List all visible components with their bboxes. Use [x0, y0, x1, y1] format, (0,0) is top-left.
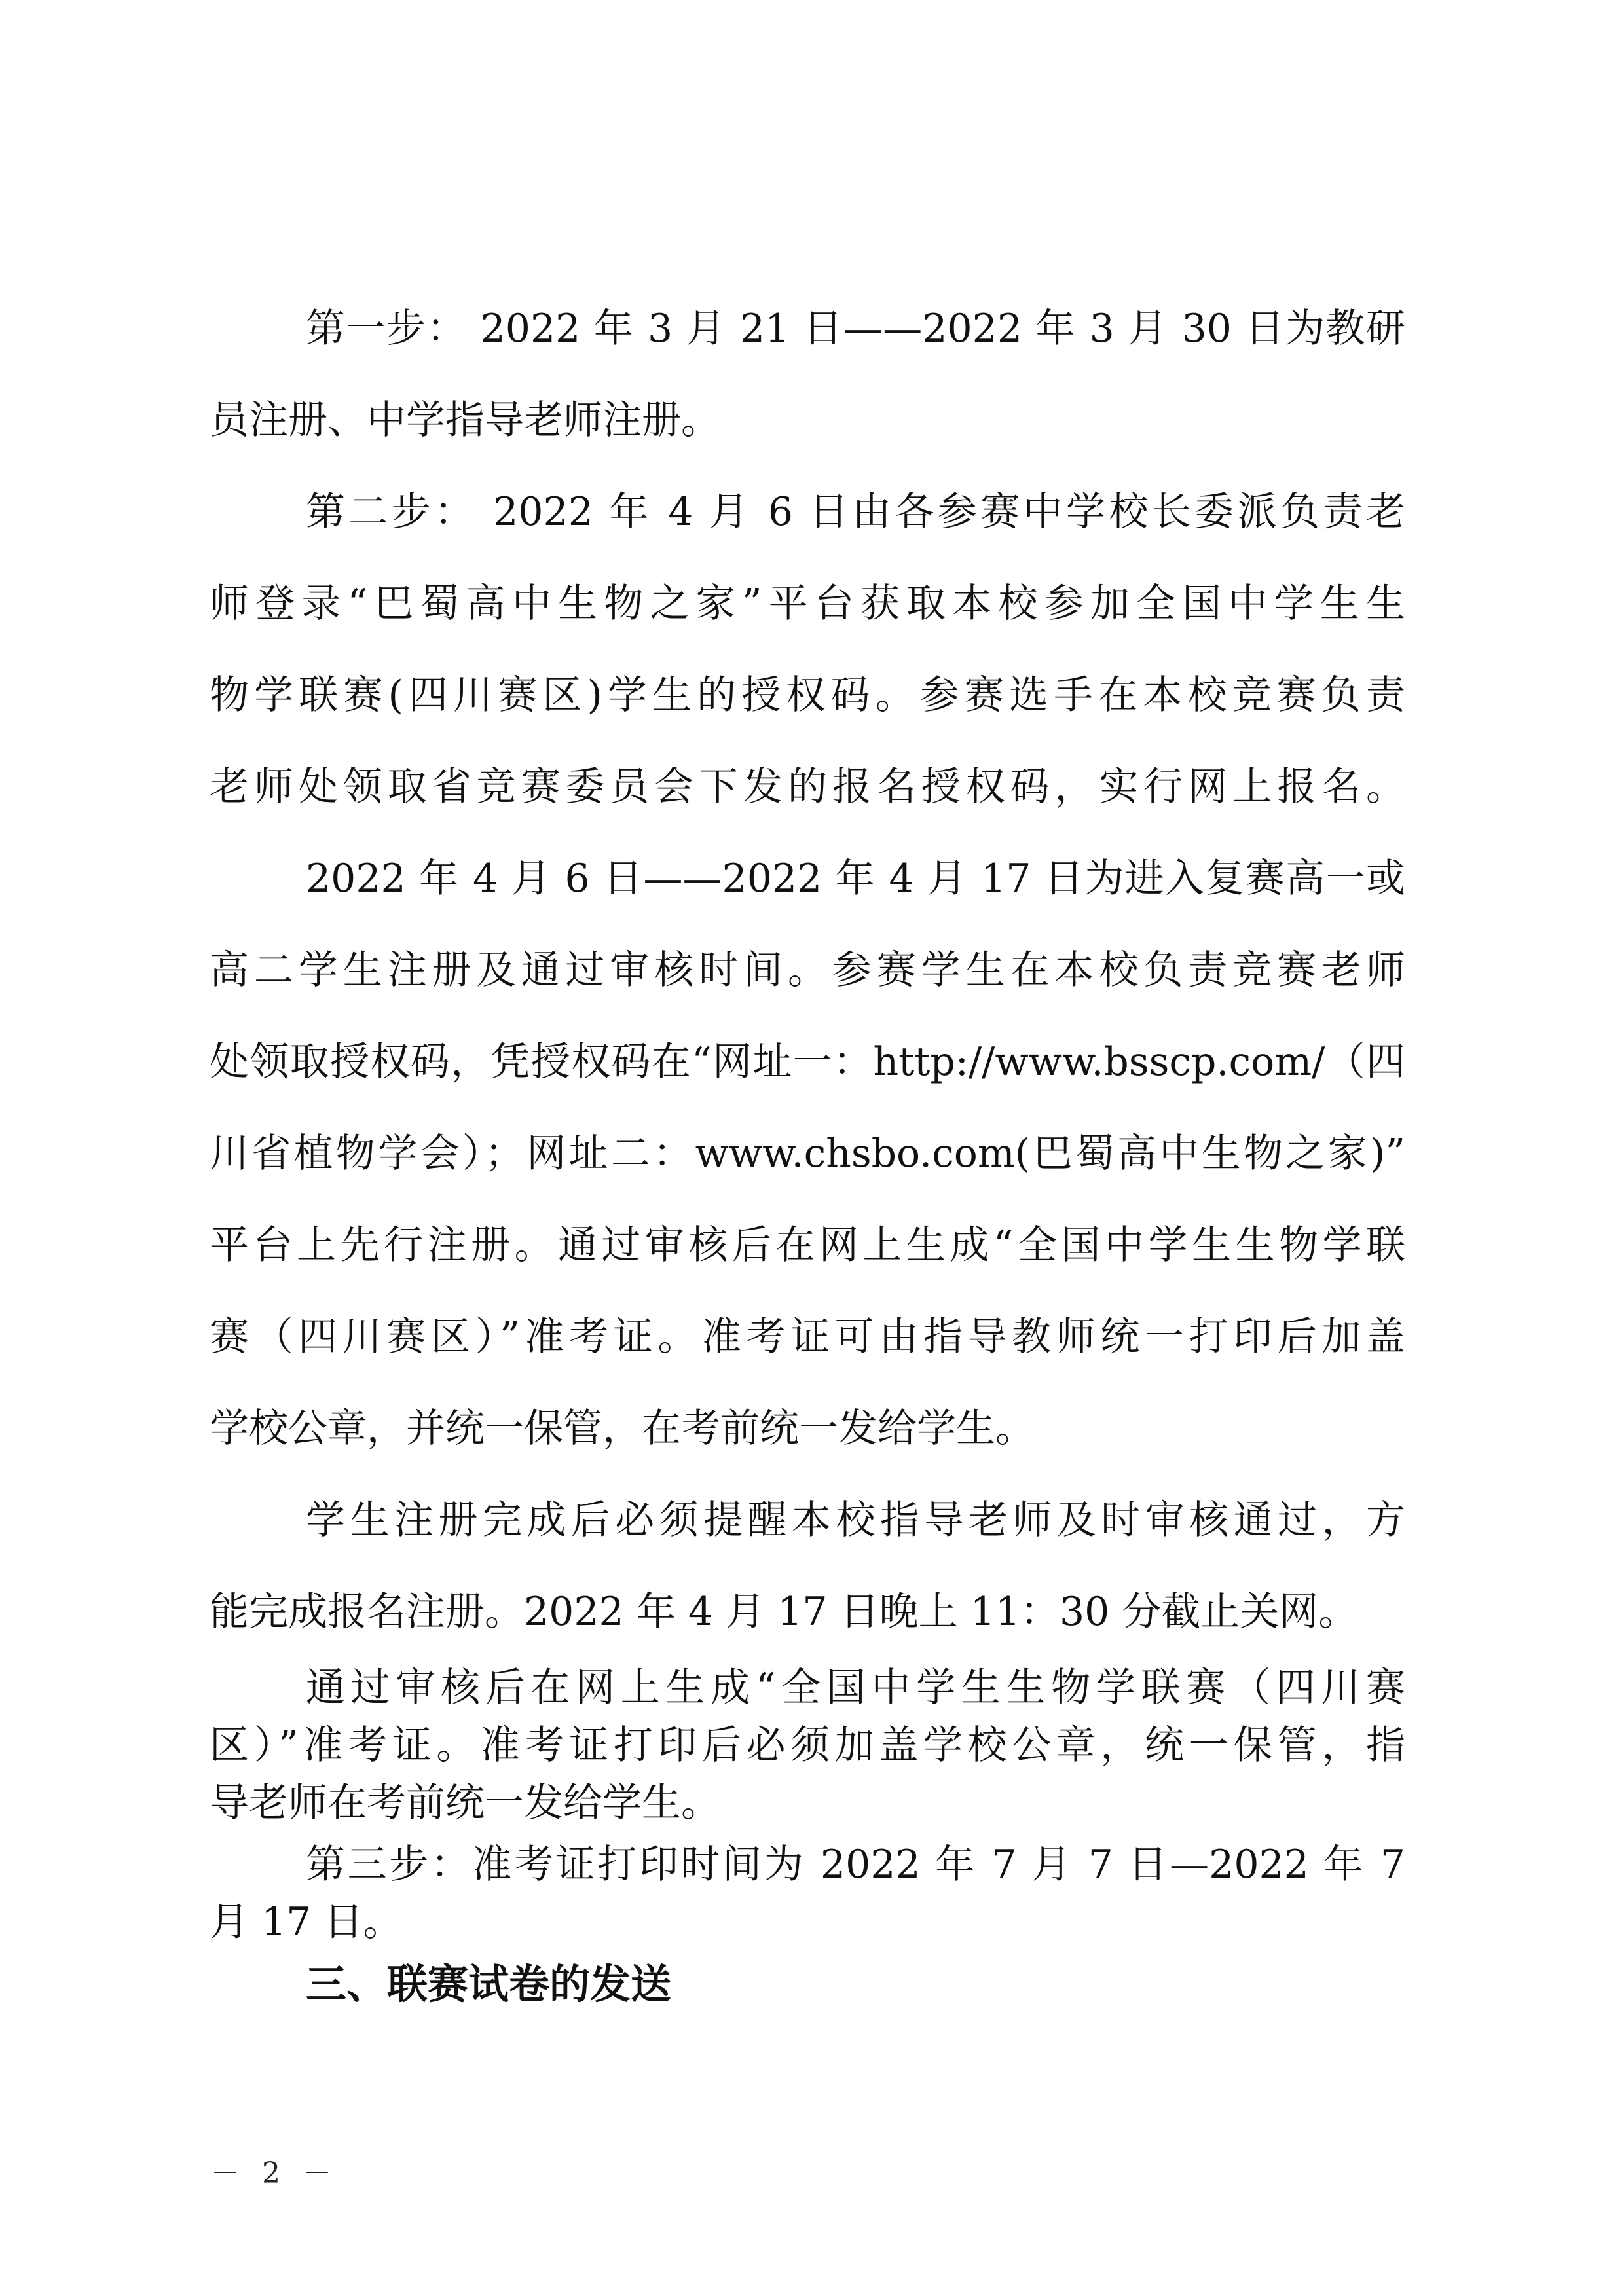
paragraph-line: 区）”准考证。准考证打印后必须加盖学校公章，统一保管，指 — [210, 1722, 1405, 1768]
paragraph-line: 平台上先行注册。通过审核后在网上生成“全国中学生生物学联 — [210, 1222, 1405, 1268]
paragraph-line: 高二学生注册及通过审核时间。参赛学生在本校负责竞赛老师 — [210, 947, 1405, 993]
paragraph-line: 能完成报名注册。2022 年 4 月 17 日晚上 11：30 分截止关网。 — [210, 1589, 1358, 1635]
paragraph-line: 学生注册完成后必须提醒本校指导老师及时审核通过，方 — [306, 1497, 1405, 1543]
paragraph-line: 老师处领取省竞赛委员会下发的报名授权码，实行网上报名。 — [210, 764, 1405, 810]
paragraph-line: 通过审核后在网上生成“全国中学生生物学联赛（四川赛 — [306, 1665, 1405, 1711]
paragraph-line: 赛（四川赛区）”准考证。准考证可由指导教师统一打印后加盖 — [210, 1314, 1405, 1360]
paragraph-line: 导老师在考前统一发给学生。 — [210, 1780, 720, 1826]
paragraph-line: 第一步： 2022 年 3 月 21 日——2022 年 3 月 30 日为教研 — [306, 306, 1405, 352]
paragraph-line: 第三步：准考证打印时间为 2022 年 7 月 7 日—2022 年 7 — [306, 1842, 1405, 1887]
paragraph-line: 处领取授权码，凭授权码在“网址一：http://www.bsscp.com/（四 — [210, 1039, 1405, 1085]
paragraph-line: 员注册、中学指导老师注册。 — [210, 397, 720, 443]
paragraph-line: 月 17 日。 — [210, 1899, 403, 1945]
section-heading: 三、联赛试卷的发送 — [306, 1960, 672, 2008]
page-number: － 2 － — [211, 2157, 338, 2190]
paragraph-line: 学校公章，并统一保管，在考前统一发给学生。 — [210, 1406, 1035, 1451]
paragraph-line: 川省植物学会）；网址二：www.chsbo.com(巴蜀高中生物之家)” — [210, 1131, 1405, 1176]
paragraph-line: 物学联赛(四川赛区)学生的授权码。参赛选手在本校竞赛负责 — [210, 672, 1405, 718]
paragraph-line: 师登录“巴蜀高中生物之家”平台获取本校参加全国中学生生 — [210, 581, 1405, 627]
paragraph-line: 2022 年 4 月 6 日——2022 年 4 月 17 日为进入复赛高一或 — [306, 856, 1405, 902]
paragraph-line: 第二步： 2022 年 4 月 6 日由各参赛中学校长委派负责老 — [306, 489, 1405, 535]
